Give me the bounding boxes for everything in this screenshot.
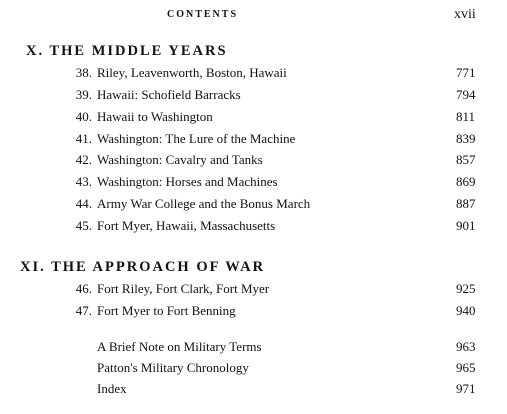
chapter-page: 794: [456, 87, 476, 102]
back-matter-title: Patton's Military Chronology: [97, 360, 249, 375]
chapter-title: Riley, Leavenworth, Boston, Hawaii: [97, 65, 287, 80]
toc-entry[interactable]: [0, 152, 507, 172]
chapter-page: 857: [456, 152, 476, 167]
back-matter-page: 963: [456, 339, 476, 354]
chapter-page: 869: [456, 174, 476, 189]
back-matter-title: Index: [97, 381, 127, 396]
chapter-title: Army War College and the Bonus March: [97, 196, 311, 211]
chapter-number: 43.: [75, 174, 92, 189]
toc-entry[interactable]: [0, 339, 507, 359]
toc-entry[interactable]: [0, 65, 507, 85]
chapter-number: 46.: [75, 281, 92, 296]
chapter-title: Washington: Horses and Machines: [97, 174, 278, 189]
toc-entry[interactable]: [0, 281, 507, 301]
chapter-page: 811: [456, 109, 476, 124]
toc-entry[interactable]: [0, 381, 507, 401]
chapter-number: 41.: [75, 131, 92, 146]
chapter-number: 39.: [75, 87, 92, 102]
toc-entry[interactable]: [0, 218, 507, 238]
chapter-number: 40.: [75, 109, 92, 124]
toc-entry[interactable]: [0, 131, 507, 151]
chapter-number: 45.: [75, 218, 92, 233]
back-matter-page: 965: [456, 360, 476, 375]
chapter-number: 42.: [75, 152, 92, 167]
chapter-title: Washington: The Lure of the Machine: [97, 131, 296, 146]
running-head: CONTENTS: [167, 9, 239, 20]
part-title: XI. THE APPROACH OF WAR: [20, 259, 266, 275]
chapter-number: 38.: [75, 65, 92, 80]
toc-entry[interactable]: [0, 303, 507, 323]
toc-entry[interactable]: [0, 87, 507, 107]
page-number: xvii: [454, 7, 476, 22]
toc-entry[interactable]: [0, 109, 507, 129]
chapter-title: Washington: Cavalry and Tanks: [97, 152, 263, 167]
chapter-page: 940: [456, 303, 476, 318]
chapter-title: Fort Riley, Fort Clark, Fort Myer: [97, 281, 270, 296]
chapter-title: Fort Myer to Fort Benning: [97, 303, 236, 318]
toc-entry[interactable]: [0, 360, 507, 380]
chapter-page: 925: [456, 281, 476, 296]
chapter-page: 771: [456, 65, 476, 80]
chapter-title: Hawaii: Schofield Barracks: [97, 87, 241, 102]
part-title: X. THE MIDDLE YEARS: [26, 43, 228, 59]
chapter-page: 839: [456, 131, 476, 146]
toc-entry[interactable]: [0, 174, 507, 194]
chapter-title: Hawaii to Washington: [97, 109, 213, 124]
chapter-page: 887: [456, 196, 476, 211]
back-matter-page: 971: [456, 381, 476, 396]
chapter-number: 44.: [75, 196, 92, 211]
chapter-title: Fort Myer, Hawaii, Massachusetts: [97, 218, 276, 233]
toc-entry[interactable]: [0, 196, 507, 216]
chapter-page: 901: [456, 218, 476, 233]
chapter-number: 47.: [75, 303, 92, 318]
back-matter-title: A Brief Note on Military Terms: [97, 339, 262, 354]
